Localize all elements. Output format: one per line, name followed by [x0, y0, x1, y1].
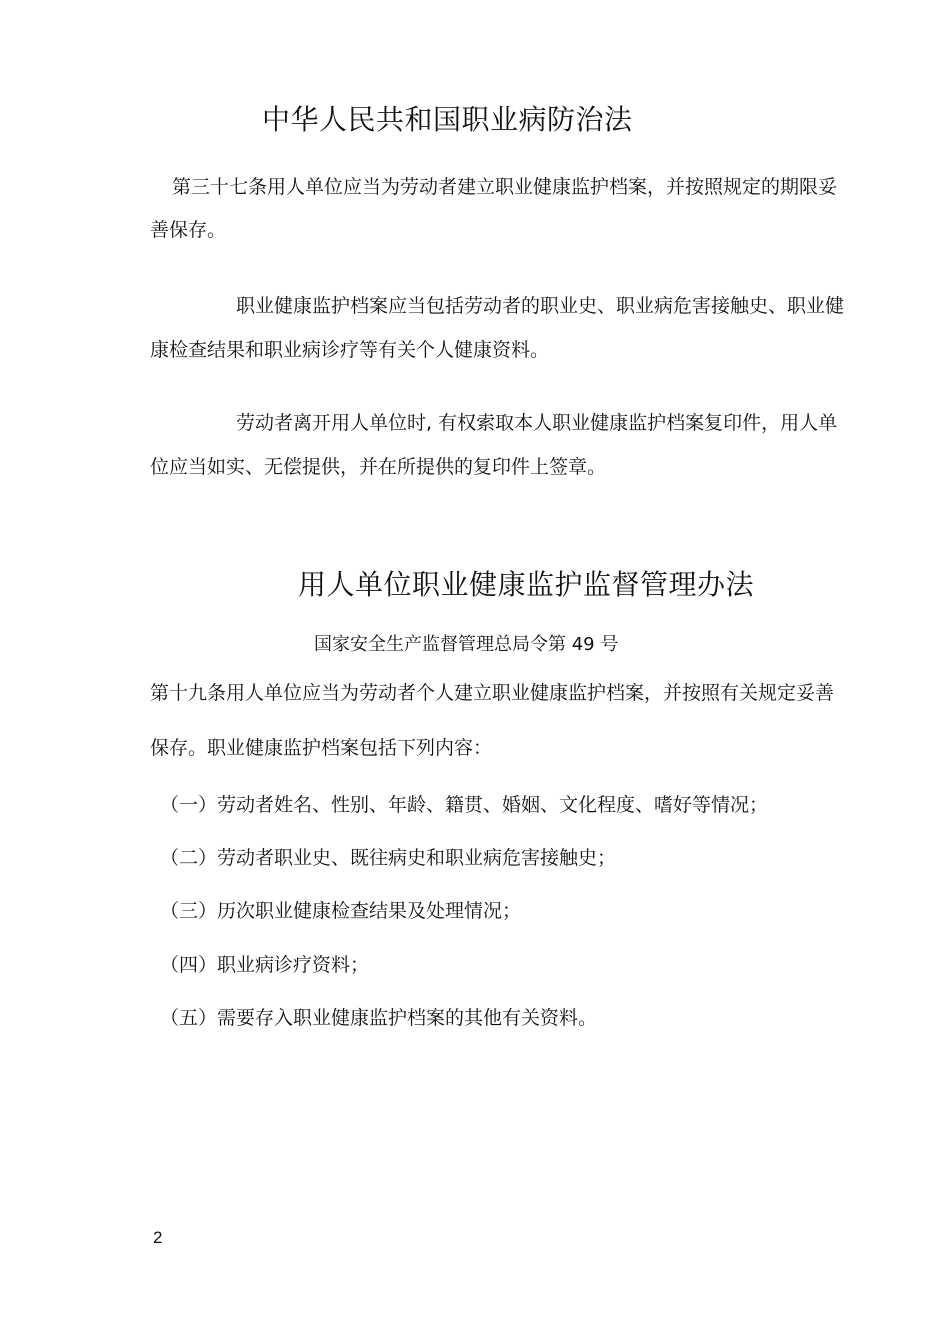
- record-contents-line-2: 康检查结果和职业病诊疗等有关个人健康资料。: [150, 339, 550, 361]
- law-title: 中华人民共和国职业病防治法: [262, 103, 633, 136]
- list-item: （四）职业病诊疗资料；: [160, 954, 370, 976]
- copy-right-line-1: 劳动者离开用人单位时, 有权索取本人职业健康监护档案复印件，用人单: [236, 412, 838, 434]
- article-19-line-1: 第十九条用人单位应当为劳动者个人建立职业健康监护档案，并按照有关规定妥善: [150, 682, 835, 704]
- list-item: （三）历次职业健康检查结果及处理情况；: [160, 900, 522, 922]
- list-item: （二）劳动者职业史、既往病史和职业病危害接触史；: [160, 847, 617, 869]
- decree-number: 国家安全生产监督管理总局令第 49 号: [314, 634, 619, 655]
- record-contents-line-1: 职业健康监护档案应当包括劳动者的职业史、职业病危害接触史、职业健: [236, 295, 845, 317]
- copy-right-line-2: 位应当如实、无偿提供，并在所提供的复印件上签章。: [150, 456, 607, 478]
- regulation-title: 用人单位职业健康监护监督管理办法: [298, 568, 755, 601]
- article-37-line-2: 善保存。: [150, 219, 227, 241]
- article-19-line-2: 保存。职业健康监护档案包括下列内容：: [150, 737, 493, 759]
- list-item: （五）需要存入职业健康监护档案的其他有关资料。: [160, 1007, 598, 1029]
- page-number: 2: [153, 1228, 163, 1247]
- article-37-line-1: 第三十七条用人单位应当为劳动者建立职业健康监护档案，并按照规定的期限妥: [172, 176, 838, 198]
- list-item: （一）劳动者姓名、性别、年龄、籍贯、婚姻、文化程度、嗜好等情况；: [160, 794, 769, 816]
